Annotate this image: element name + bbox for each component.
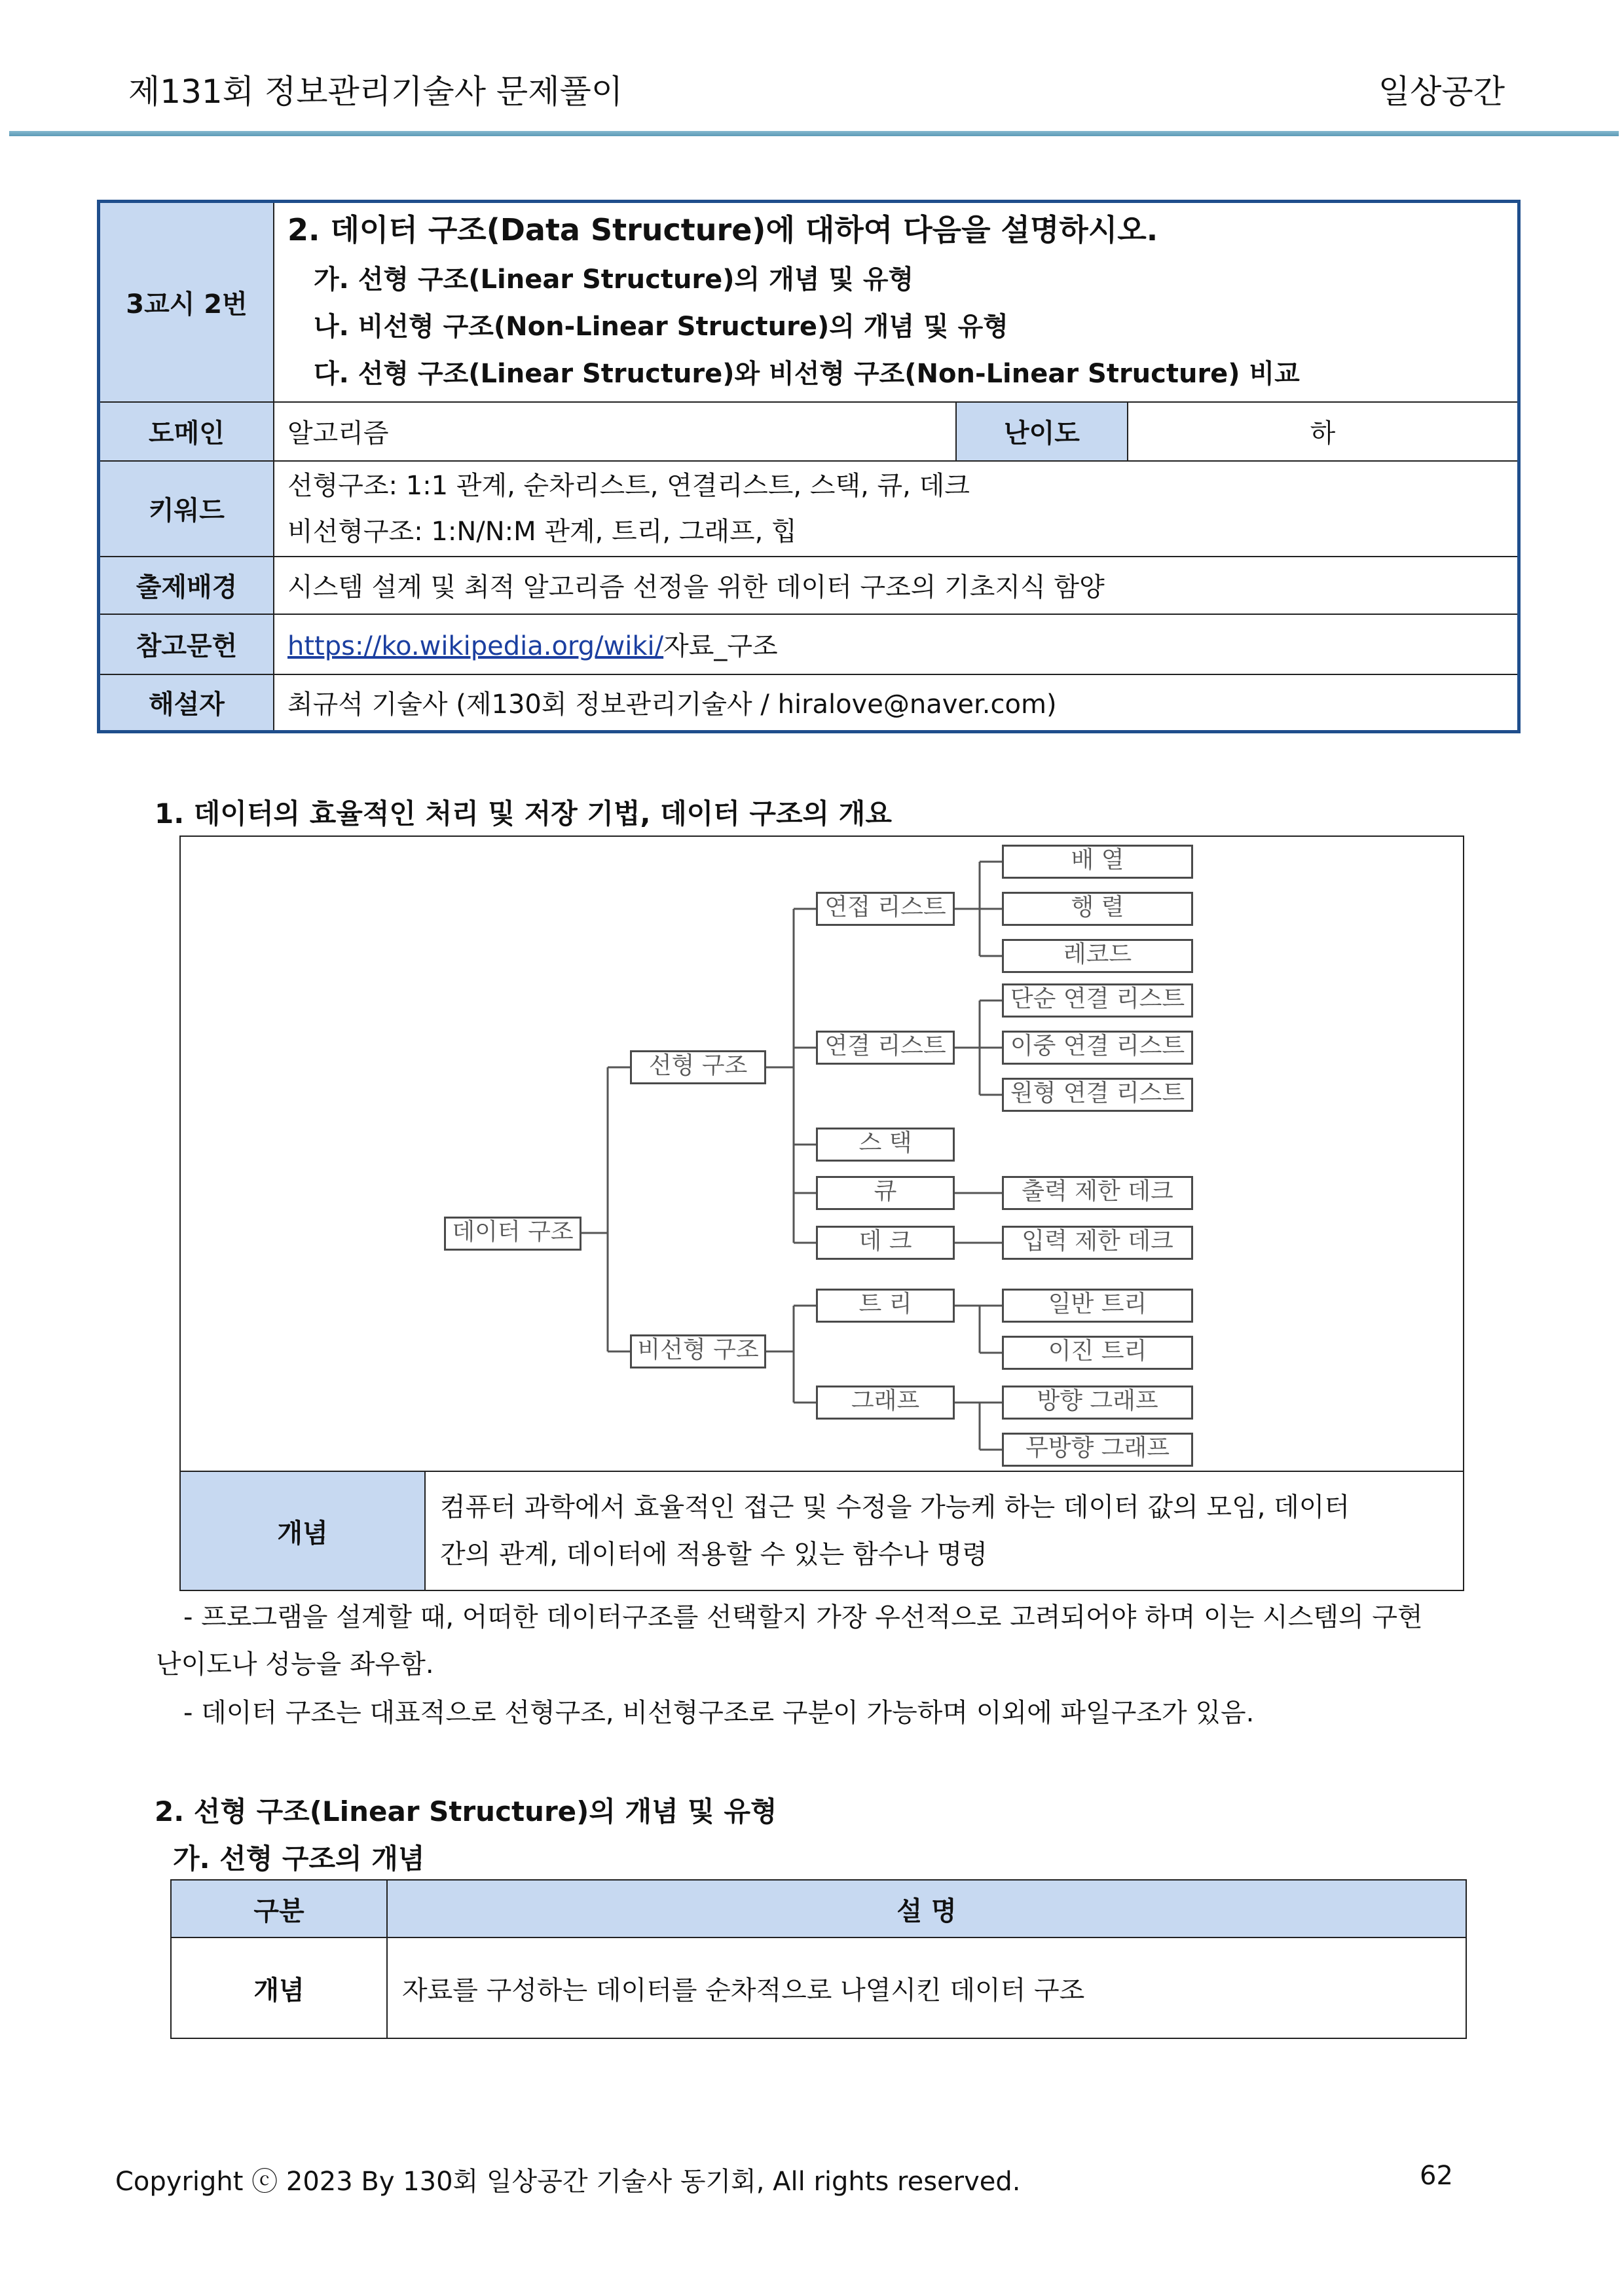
node-record: 레코드 <box>1002 939 1193 973</box>
node-graph: 그래프 <box>816 1386 955 1420</box>
node-output-restricted-deque: 출력 제한 데크 <box>1002 1176 1193 1210</box>
paragraph-2: - 데이터 구조는 대표적으로 선형구조, 비선형구조로 구분이 가능하며 이외에 파일구조가 있음. <box>183 1698 1255 1728</box>
linear-concept-table <box>170 1879 1467 2039</box>
node-singly-linked: 단순 연결 리스트 <box>1002 983 1193 1018</box>
table2-col-category: 구분 <box>171 1880 387 1937</box>
author-label: 해설자 <box>99 674 274 732</box>
node-sequential-list: 연접 리스트 <box>816 892 955 926</box>
data-structure-diagram <box>179 835 1464 1472</box>
question-info-table <box>97 200 1521 733</box>
question-cell <box>274 202 1519 402</box>
reference-link[interactable]: https://ko.wikipedia.org/wiki/ <box>287 631 664 661</box>
footer-copyright: Copyright ⓒ 2023 By 130회 일상공간 기술사 동기회, All rights reserved. <box>115 2167 1021 2197</box>
keyword-nonlinear: 비선형구조: 1:N/N:M 관계, 트리, 그래프, 힙 <box>287 516 797 547</box>
domain-label: 도메인 <box>99 402 274 461</box>
header-divider <box>9 131 1619 136</box>
table2-row-desc: 자료를 구성하는 데이터를 순차적으로 나열시킨 데이터 구조 <box>387 1937 1466 2038</box>
section2-title: 2. 선형 구조(Linear Structure)의 개념 및 유형 <box>155 1795 777 1827</box>
question-item-a: 가. 선형 구조(Linear Structure)의 개념 및 유형 <box>314 265 914 295</box>
domain-value: 알고리즘 <box>274 402 956 461</box>
node-general-tree: 일반 트리 <box>1002 1289 1193 1323</box>
paragraph-1-cont: 난이도나 성능을 좌우함. <box>156 1649 434 1680</box>
node-undirected-graph: 무방향 그래프 <box>1002 1433 1193 1467</box>
node-binary-tree: 이진 트리 <box>1002 1336 1193 1370</box>
node-linked-list: 연결 리스트 <box>816 1031 955 1065</box>
concept-line-1: 컴퓨터 과학에서 효율적인 접근 및 수정을 가능케 하는 데이터 값의 모임, 데이터 <box>440 1492 1350 1522</box>
table2-col-description: 설 명 <box>387 1880 1466 1937</box>
concept-line-2: 간의 관계, 데이터에 적용할 수 있는 함수나 명령 <box>440 1539 987 1570</box>
section2-subtitle: 가. 선형 구조의 개념 <box>173 1843 425 1875</box>
node-directed-graph: 방향 그래프 <box>1002 1386 1193 1420</box>
node-deque: 데 크 <box>816 1226 955 1260</box>
keyword-label: 키워드 <box>99 461 274 557</box>
header-title: 제131회 정보관리기술사 문제풀이 <box>128 73 623 111</box>
paragraph-1: - 프로그램을 설계할 때, 어떠한 데이터구조를 선택할지 가장 우선적으로 고려되어야 하며 이는 시스템의 구현 <box>183 1602 1423 1632</box>
reference-cell <box>274 614 1519 674</box>
table2-row-label: 개념 <box>171 1937 387 2038</box>
concept-table <box>179 1471 1464 1591</box>
reference-suffix: 자료_구조 <box>663 631 778 661</box>
question-item-b: 나. 비선형 구조(Non-Linear Structure)의 개념 및 유형 <box>314 312 1008 342</box>
node-matrix: 행 렬 <box>1002 892 1193 926</box>
keyword-linear: 선형구조: 1:1 관계, 순차리스트, 연결리스트, 스택, 큐, 데크 <box>287 470 970 501</box>
concept-desc <box>425 1471 1464 1590</box>
node-circular-linked: 원형 연결 리스트 <box>1002 1078 1193 1112</box>
reference-label: 참고문헌 <box>99 614 274 674</box>
header-brand: 일상공간 <box>1378 73 1505 111</box>
concept-label: 개념 <box>180 1471 425 1590</box>
node-queue: 큐 <box>816 1176 955 1210</box>
node-doubly-linked: 이중 연결 리스트 <box>1002 1031 1193 1065</box>
section1-title: 1. 데이터의 효율적인 처리 및 저장 기법, 데이터 구조의 개요 <box>155 798 892 830</box>
question-item-c: 다. 선형 구조(Linear Structure)와 비선형 구조(Non-Linear Structure) 비교 <box>314 359 1300 390</box>
session-label: 3교시 2번 <box>99 202 274 402</box>
node-root: 데이터 구조 <box>444 1217 581 1251</box>
difficulty-label: 난이도 <box>956 402 1128 461</box>
keyword-cell <box>274 461 1519 557</box>
node-input-restricted-deque: 입력 제한 데크 <box>1002 1226 1193 1260</box>
page-number: 62 <box>1420 2161 1453 2191</box>
node-linear: 선형 구조 <box>630 1050 766 1084</box>
question-title: 2. 데이터 구조(Data Structure)에 대하여 다음을 설명하시오. <box>287 212 1158 248</box>
node-array: 배 열 <box>1002 845 1193 879</box>
background-label: 출제배경 <box>99 557 274 614</box>
node-tree: 트 리 <box>816 1289 955 1323</box>
author-value: 최규석 기술사 (제130회 정보관리기술사 / hiralove@naver.com) <box>274 674 1519 732</box>
difficulty-value: 하 <box>1128 402 1519 461</box>
node-stack: 스 택 <box>816 1128 955 1162</box>
background-value: 시스템 설계 및 최적 알고리즘 선정을 위한 데이터 구조의 기초지식 함양 <box>274 557 1519 614</box>
node-nonlinear: 비선형 구조 <box>630 1334 766 1368</box>
